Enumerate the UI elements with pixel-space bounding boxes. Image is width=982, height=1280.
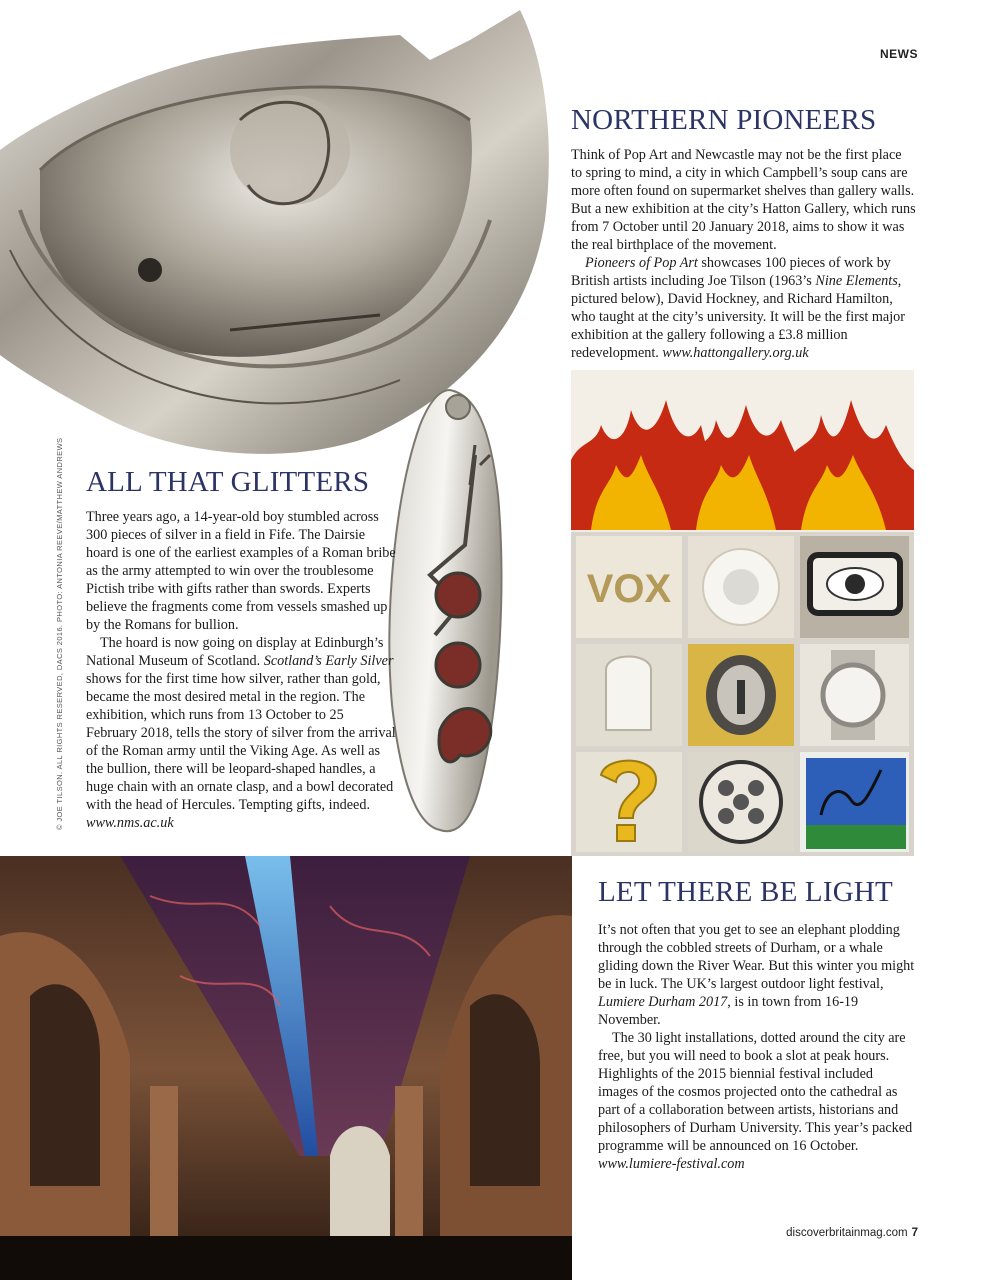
page-number: 7 [911,1227,918,1239]
all-that-glitters-paragraph-1: Three years ago, a 14-year-old boy stumbled across 300 pieces of silver in a field in Fife. The Dairsie hoard is one of the earliest examples of a Roman bribe as the army attempted to win over the troublesome Pictish tribe with gifts rather than swords. Experts believe the fragments come from vessels smashed up by the Romans for bullion. [86,509,396,633]
glitters-text-b: shows for the first time how silver, rather than gold, became the most desired metal in the region. The exhibition, which runs from 13 October to 25 February 2018, tells the story of silver from the arrival of the Roman army until the Viking Age. As well as the bullion, there will be leopard-shaped handles, a huge chain with an ornate clasp, and a bowl decorated with the head of Hercules. Tempting gifts, indeed. [86,671,396,813]
scotlands-early-silver-title: Scotland’s Early Silver [263,653,394,669]
page-footer [786,1227,918,1239]
light-text-a: It’s not often that you get to see an elephant plodding through the cobbled streets of Durham, or a whale gliding down the River Wear. But this winter you might be in luck. The UK’s largest outdoor light festival, [598,922,915,992]
glitters-text-a: The hoard is now going on display at Edinburgh’s National Museum of Scotland. [86,635,384,669]
northern-pioneers-body [571,146,916,362]
northern-text-b: , pictured below), David Hockney, and Richard Hamilton, who taught at the city’s university. It will be the first major exhibition at the gallery following a £3.8 million redevelopment. [571,273,905,361]
northern-pioneers-paragraph-2 [571,254,916,362]
lumiere-link-line [598,1155,916,1173]
let-there-be-light-headline: LET THERE BE LIGHT [598,876,893,908]
lumiere-festival-link[interactable]: www.lumiere-festival.com [598,1156,745,1172]
all-that-glitters-paragraph-2 [86,634,396,832]
let-there-be-light-paragraph-1 [598,921,916,1029]
vox-text: VOX [586,567,672,611]
photo-credit: © JOE TILSON. ALL RIGHTS RESERVED, DACS 2016. PHOTO: ANTONIA REEVE/MATTHEW ANDREWS [55,437,64,830]
let-there-be-light-paragraph-2: The 30 light installations, dotted around the city are free, but you will need to book a slot at peak hours. Highlights of the 2015 biennial festival included images of the cosmos projected onto the cathedral as part of a collaboration between artists, historians and philosophers of Durham University. This year’s packed programme will be announced on 16 October. [598,1030,913,1154]
durham-cathedral-photo [0,856,572,1280]
hatton-gallery-link[interactable]: www.hattongallery.org.uk [662,345,809,361]
silver-plaque-photo [380,385,510,840]
pioneers-of-pop-art-title: Pioneers of Pop Art [585,255,698,271]
nine-elements-artwork [571,370,914,856]
lumiere-durham-title: Lumiere Durham 2017 [598,994,728,1010]
footer-site[interactable]: discoverbritainmag.com [786,1227,908,1239]
let-there-be-light-body [598,921,916,1173]
northern-pioneers-paragraph-1: Think of Pop Art and Newcastle may not be the first place to spring to mind, a city in which Campbell’s soup cans are more often found on supermarket shelves than gallery walls. But a new exhibition at the city’s Hatton Gallery, which runs from 7 October until 20 January 2018, aims to show it was the real birthplace of the movement. [571,147,916,253]
light-text-b: , is in town from 16-19 November. [598,994,859,1028]
northern-pioneers-headline: NORTHERN PIONEERS [571,104,877,136]
nms-link[interactable]: www.nms.ac.uk [86,815,174,831]
all-that-glitters-body [86,508,396,832]
section-label: NEWS [880,47,918,61]
northern-text-a: showcases 100 pieces of work by British artists including Joe Tilson (1963’s [571,255,891,289]
all-that-glitters-headline: ALL THAT GLITTERS [86,466,370,498]
nine-elements-title: Nine Elements [815,273,898,289]
